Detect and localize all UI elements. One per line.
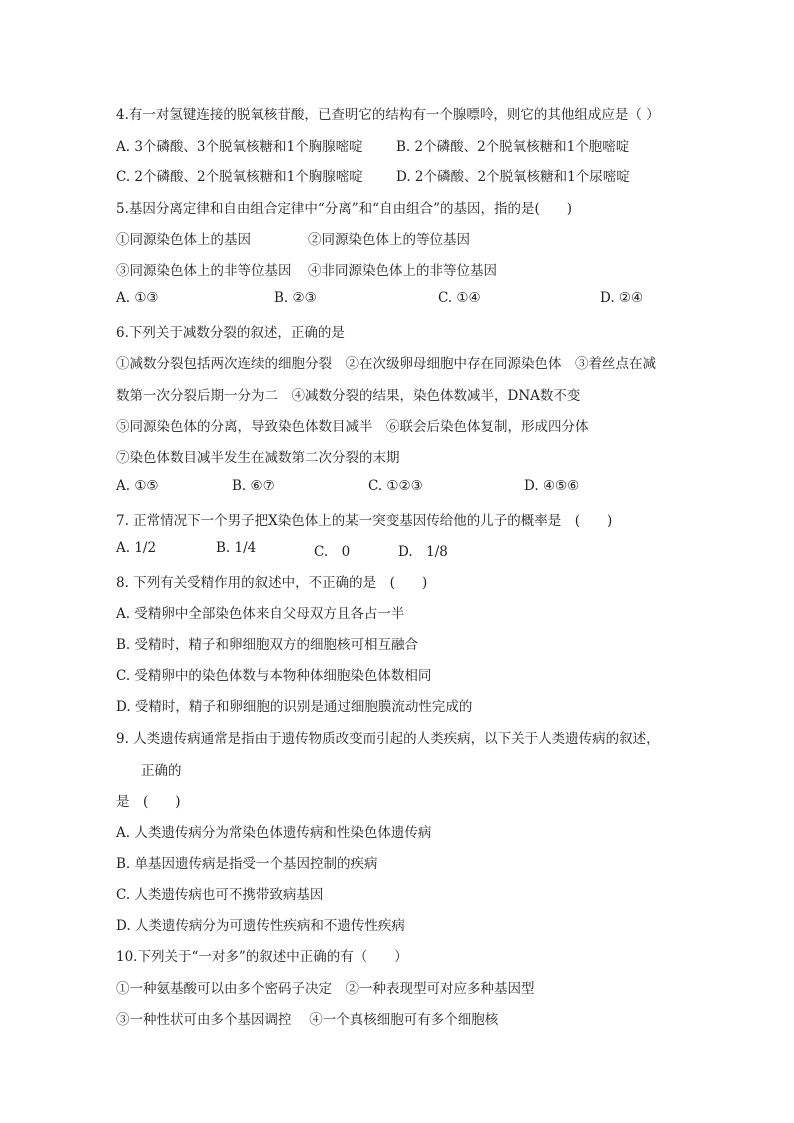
question-5-item-3: ③同源染色体上的非等位基因: [116, 263, 292, 279]
question-6-option-d: D. ④⑤⑥: [524, 478, 580, 494]
question-5-item-1: ①同源染色体上的基因: [116, 232, 251, 248]
question-4-stem: 4.有一对氢键连接的脱氧核苷酸，已查明它的结构有一个腺嘌呤，则它的其他组成应是（ ）: [116, 107, 660, 123]
question-8-stem: 8. 下列有关受精作用的叙述中，不正确的是 ( ): [116, 575, 428, 591]
question-5-item-2: ②同源染色体上的等位基因: [308, 232, 470, 248]
question-6-option-c: C. ①②③: [368, 478, 423, 494]
question-8-option-c: C. 受精卵中的染色体数与本物种体细胞染色体数相同: [116, 668, 432, 684]
question-7-option-c: C. 0: [314, 544, 351, 560]
question-5-option-b: B. ②③: [274, 290, 317, 306]
question-10-statement-line-2: ③一种性状可由多个基因调控 ④一个真核细胞可有多个细胞核: [116, 1012, 499, 1028]
question-5-items-row-2: [116, 259, 676, 279]
question-9-option-b: B. 单基因遗传病是指受一个基因控制的疾病: [116, 856, 378, 872]
question-5-option-a: A. ①③: [116, 290, 159, 306]
question-5-stem: 5.基因分离定律和自由组合定律中“分离”和“自由组合”的基因，指的是( ): [116, 201, 573, 217]
question-9-option-a: A. 人类遗传病分为常染色体遗传病和性染色体遗传病: [116, 825, 432, 841]
question-9-stem-line-2: 正确的: [141, 763, 182, 779]
question-9-option-c: C. 人类遗传病也可不携带致病基因: [116, 887, 324, 903]
question-5-option-d: D. ②④: [600, 290, 644, 306]
question-9-stem-line-1: 9. 人类遗传病通常是指由于遗传物质改变而引起的人类疾病，以下关于人类遗传病的叙述，: [116, 731, 660, 747]
question-5-item-4: ④非同源染色体上的非等位基因: [308, 263, 497, 279]
question-6-stem: 6.下列关于减数分裂的叙述，正确的是: [116, 325, 345, 341]
question-4-option-a: A. 3个磷酸、3个脱氧核糖和1个胸腺嘧啶: [116, 139, 363, 155]
question-6-options: [116, 478, 676, 498]
question-6-statement-line-4: ⑦染色体数目减半发生在减数第二次分裂的末期: [116, 450, 400, 466]
question-8-option-b: B. 受精时，精子和卵细胞双方的细胞核可相互融合: [116, 637, 419, 653]
question-9-stem-line-3: 是 ( ): [116, 794, 181, 810]
question-8-option-d: D. 受精时，精子和卵细胞的识别是通过细胞膜流动性完成的: [116, 699, 473, 715]
question-9-option-d: D. 人类遗传病分为可遗传性疾病和不遗传性疾病: [116, 918, 405, 934]
question-4-option-b: B. 2个磷酸、2个脱氧核糖和1个胞嘧啶: [396, 139, 630, 155]
question-7-option-b: B. 1/4: [216, 540, 257, 556]
question-5-options: [116, 290, 676, 310]
question-4-options-row-2: [116, 165, 676, 185]
question-7-stem: 7. 正常情况下一个男子把X染色体上的某一突变基因传给他的儿子的概率是 ( ): [116, 513, 613, 529]
question-6-option-b: B. ⑥⑦: [232, 478, 275, 494]
question-7-option-d: D. 1/8: [398, 544, 448, 560]
question-4-option-c: C. 2个磷酸、2个脱氧核糖和1个胸腺嘧啶: [116, 169, 363, 185]
question-5-items-row-1: [116, 228, 676, 248]
question-4-option-d: D. 2个磷酸、2个脱氧核糖和1个尿嘧啶: [396, 169, 630, 185]
question-7-option-a: A. 1/2: [116, 540, 157, 556]
question-10-statement-line-1: ①一种氨基酸可以由多个密码子决定 ②一种表现型可对应多种基因型: [116, 981, 535, 997]
question-6-statement-line-3: ⑤同源染色体的分离，导致染色体数目减半 ⑥联会后染色体复制，形成四分体: [116, 419, 589, 435]
question-4-options-row-1: [116, 135, 676, 155]
question-6-statement-line-2: 数第一次分裂后期一分为二 ④减数分裂的结果，染色体数减半，DNA数不变: [116, 388, 581, 404]
question-6-option-a: A. ①⑤: [116, 478, 159, 494]
question-7-options: [116, 540, 676, 560]
question-10-stem: 10.下列关于“一对多”的叙述中正确的有（ ）: [116, 949, 408, 965]
question-8-option-a: A. 受精卵中全部染色体来自父母双方且各占一半: [116, 606, 405, 622]
question-5-option-c: C. ①④: [438, 290, 481, 306]
question-6-statement-line-1: ①减数分裂包括两次连续的细胞分裂 ②在次级卵母细胞中存在同源染色体 ③着丝点在减: [116, 356, 656, 372]
